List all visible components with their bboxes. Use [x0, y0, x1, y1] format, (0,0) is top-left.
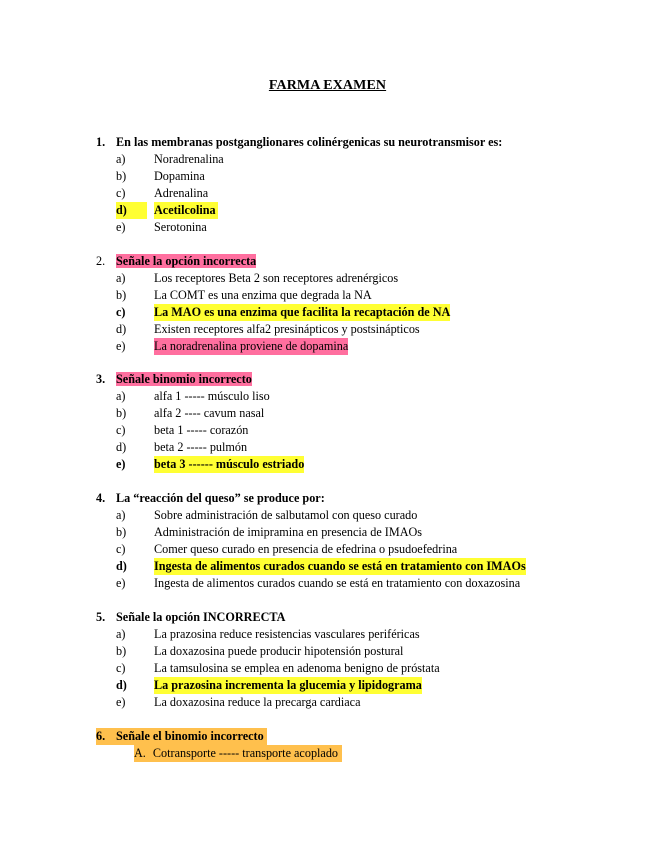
option-text: beta 2 ----- pulmón [154, 440, 248, 454]
option-letter: d) [116, 322, 127, 336]
question-text: Señale la opción incorrecta [116, 254, 257, 268]
option-letter: b) [116, 406, 127, 420]
option-letter: a) [116, 152, 126, 166]
option-5a [0, 626, 655, 643]
option-3d [0, 439, 655, 456]
option-4a [0, 507, 655, 524]
option-1e [0, 219, 655, 236]
option-text: La COMT es una enzima que degrada la NA [154, 288, 372, 302]
option-5e [0, 694, 655, 711]
option-letter: e) [116, 220, 126, 234]
question-number: 3. [96, 372, 106, 386]
question-text: Señale binomio incorrecto [116, 372, 252, 386]
option-1b [0, 168, 655, 185]
option-letter: e) [116, 695, 126, 709]
option-text: La doxazosina puede producir hipotensión postural [154, 644, 404, 658]
option-text: Ingesta de alimentos curados cuando se está en tratamiento con doxazosina [154, 576, 521, 590]
question-3 [96, 371, 252, 388]
question-2 [96, 253, 256, 270]
option-text: Ingesta de alimentos curados cuando se está en tratamiento con IMAOs [154, 559, 526, 573]
option-letter: e) [116, 576, 126, 590]
option-letter: b) [116, 288, 127, 302]
option-text: beta 1 ----- corazón [154, 423, 249, 437]
option-3e-correct [0, 456, 655, 473]
option-letter: d) [116, 202, 147, 219]
option-5c [0, 660, 655, 677]
option-text: alfa 2 ---- cavum nasal [154, 406, 265, 420]
option-text: Noradrenalina [154, 152, 224, 166]
option-letter: d) [116, 559, 127, 573]
option-text: Cotransporte ----- transporte acoplado [152, 746, 339, 760]
option-4e [0, 575, 655, 592]
option-4d-correct [0, 558, 655, 575]
option-letter: a) [116, 271, 126, 285]
option-text: beta 3 ------ músculo estriado [154, 457, 305, 471]
option-letter: d) [116, 440, 127, 454]
option-text: Administración de imipramina en presencia de IMAOs [154, 525, 423, 539]
option-4b [0, 524, 655, 541]
question-5 [96, 609, 285, 626]
question-text: Señale el binomio incorrecto [116, 729, 264, 743]
option-3c [0, 422, 655, 439]
option-letter: c) [116, 542, 126, 556]
option-text: alfa 1 ----- músculo liso [154, 389, 270, 403]
document-title: FARMA EXAMEN [268, 78, 387, 93]
option-1a [0, 151, 655, 168]
option-6a [134, 745, 342, 762]
option-letter: a) [116, 627, 126, 641]
option-letter: a) [116, 389, 126, 403]
option-5b [0, 643, 655, 660]
option-letter: c) [116, 186, 126, 200]
option-2e [0, 338, 655, 355]
option-letter: A. [134, 746, 146, 760]
option-text: La tamsulosina se emplea en adenoma benigno de próstata [154, 661, 440, 675]
option-letter: a) [116, 508, 126, 522]
option-text: La MAO es una enzima que facilita la recaptación de NA [154, 305, 451, 319]
option-4c [0, 541, 655, 558]
question-number: 6. [96, 729, 106, 743]
option-text: La doxazosina reduce la precarga cardiaca [154, 695, 361, 709]
option-text: Comer queso curado en presencia de efedrina o psudoefedrina [154, 542, 458, 556]
option-1c [0, 185, 655, 202]
option-text: Sobre administración de salbutamol con queso curado [154, 508, 418, 522]
option-text: Serotonina [154, 220, 207, 234]
option-3a [0, 388, 655, 405]
question-4 [96, 490, 325, 507]
option-text: La prazosina incrementa la glucemia y lipidograma [154, 678, 422, 692]
option-text: Adrenalina [154, 186, 209, 200]
option-1d-correct [0, 202, 655, 219]
option-letter: e) [116, 339, 126, 353]
question-number: 2. [96, 254, 106, 268]
option-letter: e) [116, 457, 126, 471]
option-letter: c) [116, 661, 126, 675]
option-5d-correct [0, 677, 655, 694]
option-letter: d) [116, 678, 127, 692]
question-text: Señale la opción INCORRECTA [116, 610, 286, 624]
option-text: Existen receptores alfa2 presinápticos y postsinápticos [154, 322, 420, 336]
question-text: En las membranas postganglionares colinérgenicas su neurotransmisor es: [116, 135, 503, 149]
question-6 [96, 728, 267, 745]
option-text: La prazosina reduce resistencias vasculares periféricas [154, 627, 420, 641]
option-2c-correct [0, 304, 655, 321]
option-letter: c) [116, 305, 126, 319]
option-2b [0, 287, 655, 304]
question-number: 1. [96, 135, 106, 149]
question-number: 4. [96, 491, 106, 505]
option-letter: b) [116, 169, 127, 183]
option-text: Dopamina [154, 169, 205, 183]
option-text: Acetilcolina [154, 203, 216, 217]
option-letter: b) [116, 525, 127, 539]
question-text: La “reacción del queso” se produce por: [116, 491, 325, 505]
option-letter: c) [116, 423, 126, 437]
option-text: Los receptores Beta 2 son receptores adrenérgicos [154, 271, 399, 285]
option-2a [0, 270, 655, 287]
option-2d [0, 321, 655, 338]
question-number: 5. [96, 610, 106, 624]
option-text: La noradrenalina proviene de dopamina [154, 339, 349, 353]
option-letter: b) [116, 644, 127, 658]
option-3b [0, 405, 655, 422]
question-1 [96, 134, 502, 151]
